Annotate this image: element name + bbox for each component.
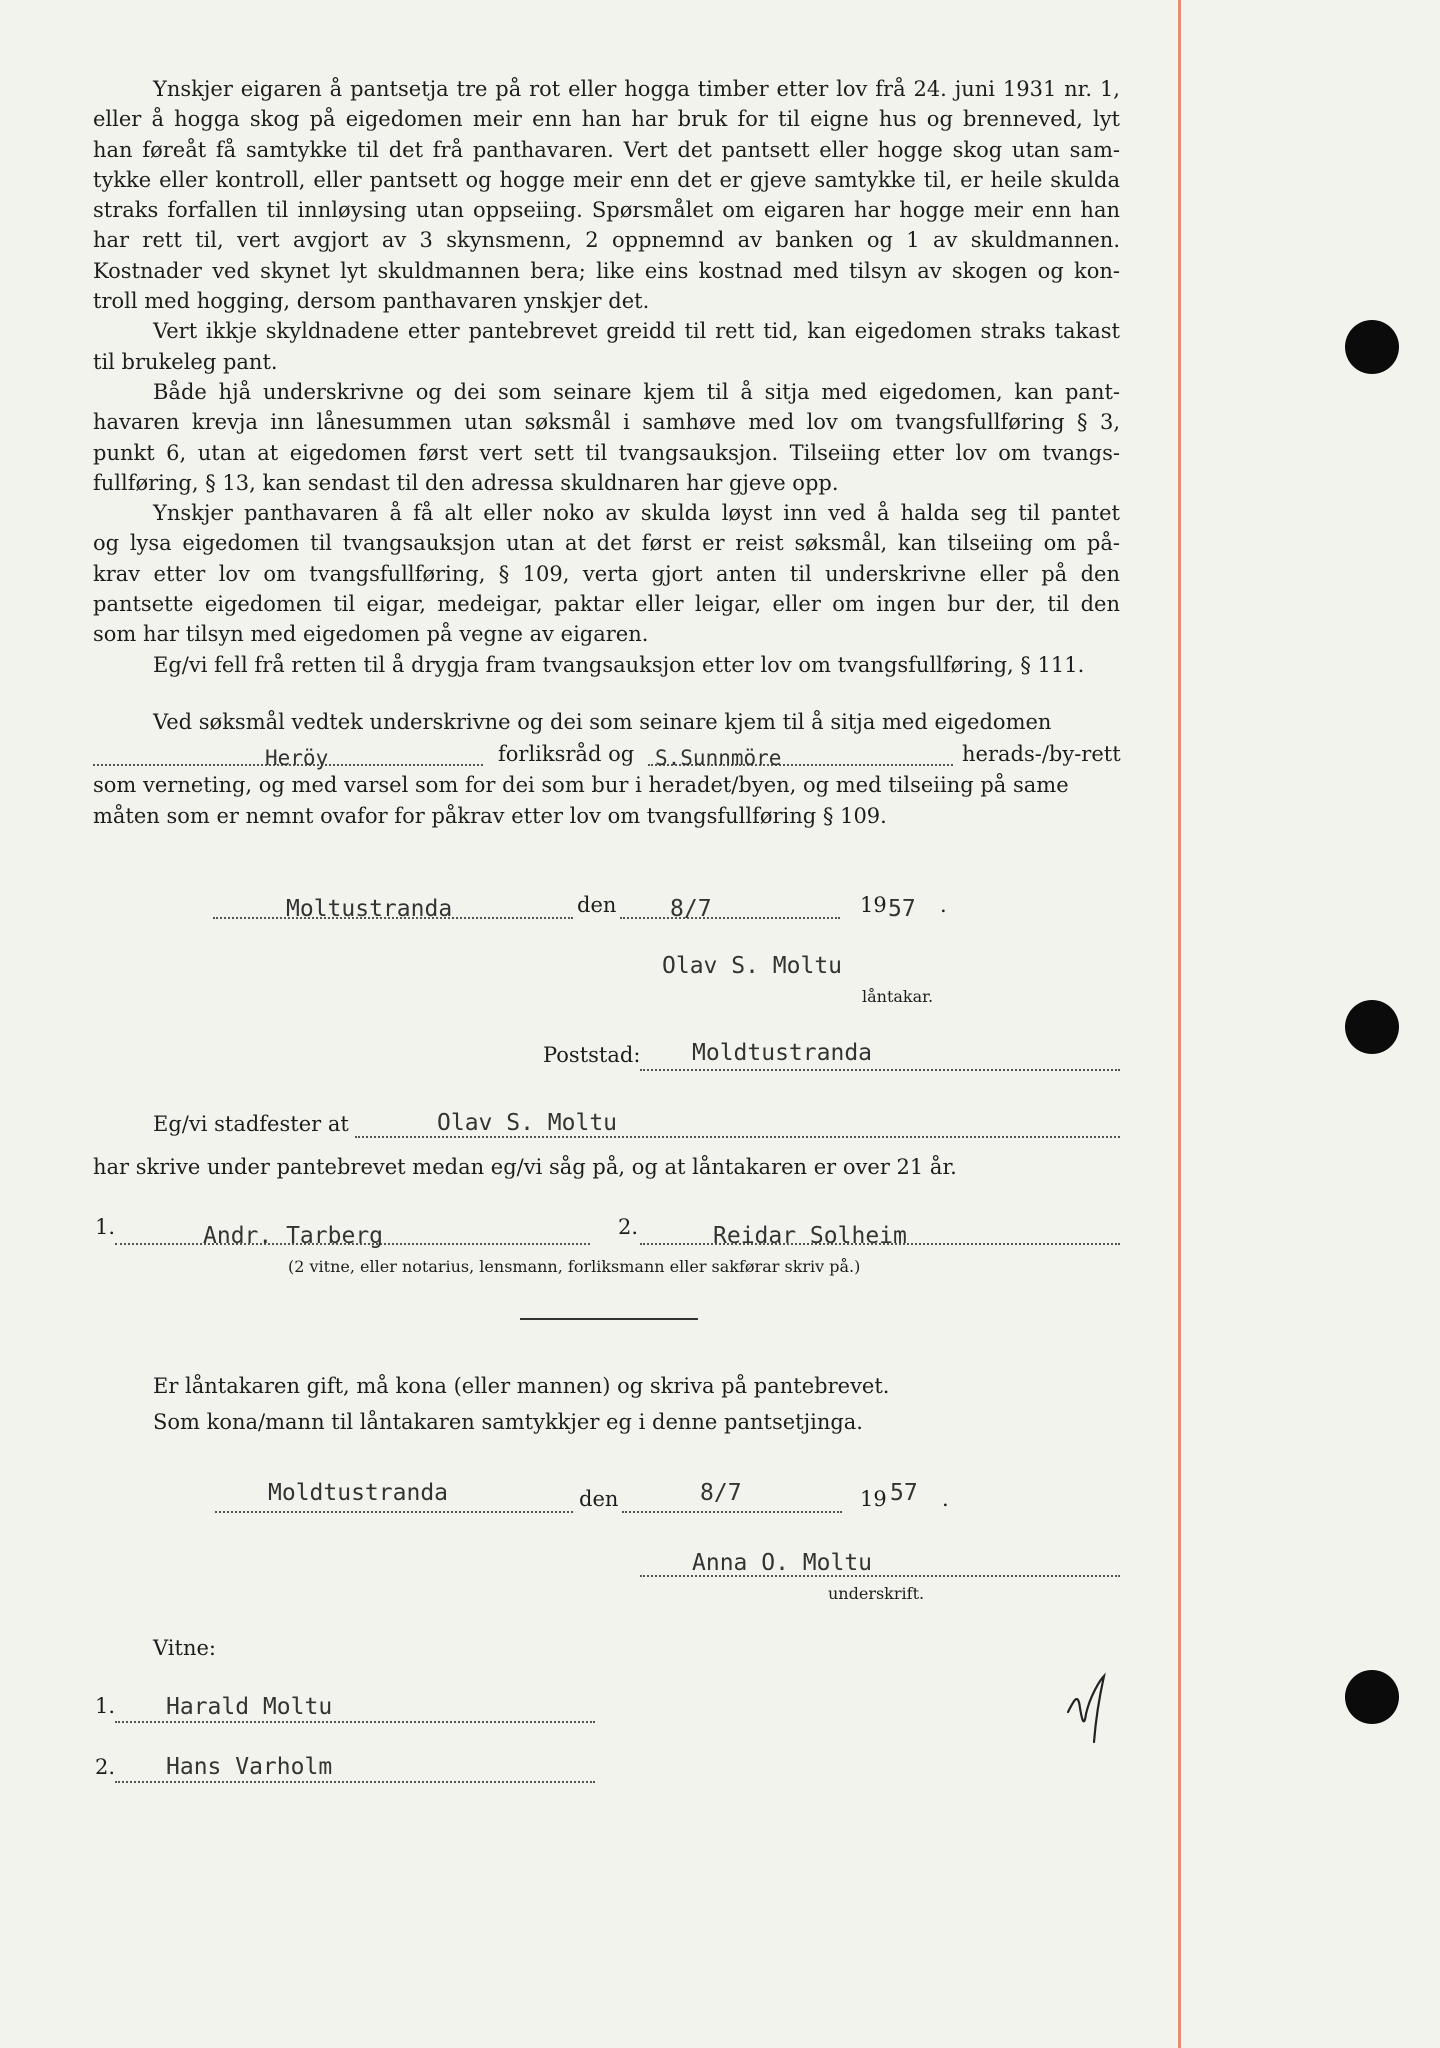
dotted-line <box>115 1721 595 1723</box>
terms-text <box>93 74 1120 680</box>
text-line: Både hjå underskrivne og dei som seinare kjem til å sitja med eigedomen, kan pant- <box>153 379 1120 404</box>
text-line: fullføring, § 13, kan sendast til den adressa skuldnaren har gjeve opp. <box>93 470 839 495</box>
witness-number: 1. <box>95 1215 116 1239</box>
venue-label2: herads-/by-rett <box>962 742 1121 766</box>
witness-note: (2 vitne, eller notarius, lensmann, forliksmann eller sakførar skriv på.) <box>288 1257 861 1276</box>
witness-1: Andr. Tarberg <box>203 1223 384 1249</box>
period: . <box>940 893 947 917</box>
dotted-line <box>115 1781 595 1783</box>
vitne-2: Hans Varholm <box>166 1754 333 1780</box>
text-line: eller å hogga skog på eigedomen meir enn han har bruk for til eigne hus og brenneved, lyt <box>93 107 1120 132</box>
den-label: den <box>577 893 617 917</box>
date: 8/7 <box>670 896 712 922</box>
witness-number: 2. <box>618 1215 639 1239</box>
year-prefix: 19 <box>860 893 887 917</box>
venue-cont: som verneting, og med varsel som for dei som bur i heradet/byen, og med tilseiing på same <box>93 773 1069 797</box>
borrower-signature: Olav S. Moltu <box>662 953 843 979</box>
handwritten-initials-icon <box>1060 1670 1130 1750</box>
text-line: punkt 6, utan at eigedomen først vert sett til tvangsauksjon. Tilseiing etter lov om tvangs- <box>93 440 1120 465</box>
confirm-label: Eg/vi stadfester at <box>153 1112 349 1136</box>
witness-number: 2. <box>95 1755 116 1779</box>
dotted-line <box>620 917 840 919</box>
text-line: og lysa eigedomen til tvangsauksjon utan at det først er reist søksmål, kan tilseiing om på- <box>93 531 1120 556</box>
text-line: Eg/vi fell frå retten til å drygja fram tvangsauksjon etter lov om tvangsfullføring, § 111. <box>153 652 1085 677</box>
dotted-line <box>622 1511 842 1513</box>
venue-label: forliksråd og <box>498 742 635 766</box>
venue-court2: S.Sunnmöre <box>655 746 782 770</box>
text-line: pantsette eigedomen til eigar, medeigar, paktar eller leigar, eller om ingen bur der, til den <box>93 592 1120 617</box>
text-line: som har tilsyn med eigedomen på vegne av eigaren. <box>93 622 649 647</box>
text-line: krav etter lov om tvangsfullføring, § 109, verta gjort anten til underskrivne eller på den <box>93 561 1120 586</box>
spouse-text: Som kona/mann til låntakaren samtykkjer eg i denne pantsetjinga. <box>153 1410 863 1434</box>
punch-hole <box>1345 320 1399 374</box>
vitne-1: Harald Moltu <box>166 1694 333 1720</box>
text-line: Ynskjer panthavaren å få alt eller noko av skulda løyst inn ved å halda seg til pantet <box>153 501 1120 526</box>
witness-number: 1. <box>95 1694 116 1718</box>
period: . <box>942 1487 949 1511</box>
margin-line <box>1178 0 1181 2048</box>
text-line: han føreåt få samtykke til det frå panthavaren. Vert det pantsett eller hogge skog utan sam- <box>93 137 1120 162</box>
text-line: tykke eller kontroll, eller pantsett og hogge meir enn det er gjeve samtykke til, er heile skulda <box>93 167 1120 192</box>
vitne-label: Vitne: <box>153 1636 216 1660</box>
text-line: straks forfallen til innløysing utan oppseiing. Spørsmålet om eigaren har hogge meir enn han <box>93 198 1120 223</box>
signature-label: underskrift. <box>828 1584 925 1603</box>
text-line: Vert ikkje skyldnadene etter pantebrevet greidd til rett tid, kan eigedomen straks takast <box>153 319 1120 344</box>
poststad-label: Poststad: <box>543 1043 641 1067</box>
venue-intro: Ved søksmål vedtek underskrivne og dei som seinare kjem til å sitja med eigedomen <box>153 710 1052 734</box>
dotted-line <box>640 1069 1120 1071</box>
place: Moltustranda <box>286 896 453 922</box>
punch-hole <box>1345 1670 1399 1724</box>
borrower-label: låntakar. <box>862 987 934 1006</box>
place: Moldtustranda <box>268 1480 449 1506</box>
text-line: Kostnader ved skynet lyt skuldmannen bera; like eins kostnad med tilsyn av skogen og kon- <box>93 258 1120 283</box>
spouse-text: Er låntakaren gift, må kona (eller mannen) og skriva på pantebrevet. <box>153 1374 890 1398</box>
year: 57 <box>890 1480 918 1506</box>
text-line: troll med hogging, dersom panthavaren ynskjer det. <box>93 289 650 314</box>
year-prefix: 19 <box>860 1487 887 1511</box>
date: 8/7 <box>700 1480 742 1506</box>
text-line: Ynskjer eigaren å pantsetja tre på rot eller hogga timber etter lov frå 24. juni 1931 nr. 1, <box>153 77 1120 101</box>
poststad-value: Moldtustranda <box>692 1040 873 1066</box>
year: 57 <box>888 896 916 922</box>
text-line: har rett til, vert avgjort av 3 skynsmenn, 2 oppnemnd av banken og 1 av skuldmannen. <box>93 228 1120 253</box>
divider <box>520 1318 698 1320</box>
text-line: havaren krevja inn lånesummen utan søksmål i samhøve med lov om tvangsfullføring § 3, <box>93 410 1120 435</box>
venue-court: Heröy <box>265 746 329 770</box>
punch-hole <box>1345 1000 1399 1054</box>
venue-cont: måten som er nemnt ovafor for påkrav etter lov om tvangsfullføring § 109. <box>93 804 887 828</box>
confirm-name: Olav S. Moltu <box>437 1110 618 1136</box>
text-line: til brukeleg pant. <box>93 349 278 374</box>
dotted-line <box>215 1511 573 1513</box>
confirm-text: har skrive under pantebrevet medan eg/vi såg på, og at låntakaren er over 21 år. <box>93 1155 957 1179</box>
spouse-signature: Anna O. Moltu <box>692 1550 873 1576</box>
witness-2: Reidar Solheim <box>713 1223 907 1249</box>
dotted-line <box>355 1136 1120 1138</box>
den-label: den <box>579 1487 619 1511</box>
